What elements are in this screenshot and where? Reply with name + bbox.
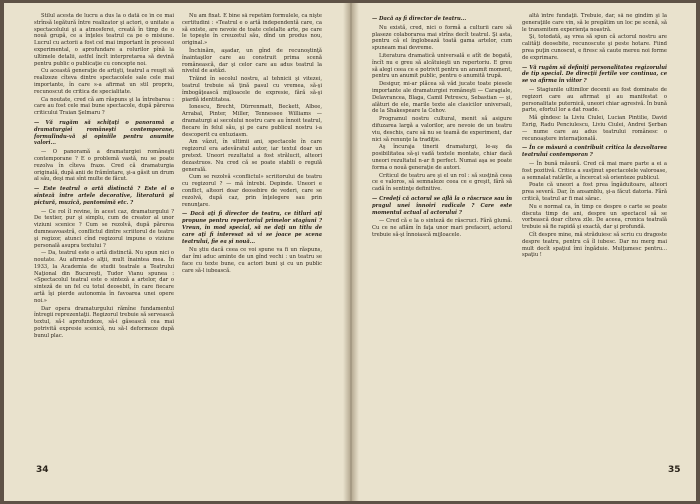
- left-page-column-2: [182, 13, 322, 461]
- book-gutter: [343, 3, 359, 501]
- paragraph: Nu am fixat. E bine să repetăm formulele, ca nişte certitudini : «Teatrul e o artă independentă care, ca să existe, are nevoie de toate celelalte arte, pe care le topeşte în creuzetul său, dînd un produs nou, original.»: [182, 13, 322, 47]
- right-page-column-1: [372, 13, 512, 461]
- paragraph: Cît despre mine, mă străduiesc să scriu cu dragoste despre teatru, pentru că îl iubesc. Dar nu merg mai mult decît spaţiul îmi îngăduie. Mulţumesc pentru... spaţiu !: [522, 231, 667, 259]
- paragraph: Ca noutate, cred că am răspuns şi la întrebarea : care au fost cele mai bune spectacole, după părerea criticului Traian Şelmaru ?: [34, 96, 174, 117]
- interview-question: — Dacă aţi fi director de teatru, ce titluri aţi propune pentru repertoriul primelor stagiuni ? Vreun, în mod special, să ne daţi un titlu de care aţi fi interesat să vi se joace pe scena teatrului, fie ea şi nouă...: [182, 211, 322, 245]
- paragraph: Nu ştiu dacă ceea ce voi spune va fi un răspuns, dar îmi aduc aminte de un gînd vechi : un teatru se face cu texte bune, cu actori buni şi cu un public care să-l iubească.: [182, 247, 322, 274]
- interview-question: — Vă rugăm să schiţaţi o panoramă a dramaturgiei româneşti contemporane, formulîndu-vă şi opiniile pentru anumite valori...: [34, 119, 174, 147]
- interview-question: — Vă rugăm să definiţi personalitatea regizorului de tip special. De direcţii fertile vor continua, ce se va afirma în viitor ?: [522, 64, 667, 85]
- paragraph: Mă gîndesc la Liviu Ciulei, Lucian Pintilie, David Esrig, Radu Penciulescu, Liviu Ciulei, Andrei Şerban — nume care au adus teatrului românesc o recunoaştere internaţională.: [522, 115, 667, 142]
- left-page: [4, 3, 350, 501]
- paragraph: Nu e normal ca, în timp ce despre o carte se poate discuta timp de ani, despre un spectacol să se vorbească doar cîteva zile. De aceea, cronica teatrală trebuie să fie rapidă şi exactă, dar şi profundă.: [522, 203, 667, 231]
- paragraph: Desigur, mi-ar plăcea să văd jucate toate piesele importante ale dramaturgiei româneşti — Caragiale, Delavrancea, Blaga, Camil Petrescu, Sebastian — şi, alături de ele, marile texte ale clasicilor universali, de la Shakespeare la Cehov.: [372, 81, 512, 115]
- right-page: [350, 3, 696, 501]
- paragraph: — Cred că e la o sinteză de răscruci. Fără glumă. Cu ce ne aflăm în faţa unor mari prefaceri, actorul trebuie să-şi înnoiască mijloacele.: [372, 218, 512, 238]
- paragraph: Ionescu, Brecht, Dürrenmatt, Beckett, Albee, Arrabal, Pinter, Miller, Tennessee Williams — dramaturgi ai secolului nostru care au înnoit teatrul, fiecare în felul său, şi pe care publicul nostru i-a descoperit cu entuziasm.: [182, 104, 322, 138]
- interview-question: — Este teatrul o artă distinctă ? Este el o sinteză între artele decorative, literatură şi pictură, muzică, pantomimă etc. ?: [34, 186, 174, 206]
- paragraph: Programul nostru cultural, menit să asigure difuzarea largă a valorilor, are nevoie de un teatru viu, deschis, care să nu se teamă de experiment, dar nici să renunţe la tradiţie.: [372, 116, 512, 143]
- page-number-right: 35: [668, 465, 681, 475]
- paragraph: — O panoramă a dramaturgiei româneşti contemporane ? E o problemă vastă, nu se poate rezolva în cîteva fraze. Cred că dramaturgia originală, după anii de frămîntare, şi-a găsit un drum al său, deşi mai sînt multe de făcut.: [34, 149, 174, 183]
- book-spread: [4, 3, 696, 501]
- paragraph: Şi, totodată, aş vrea să spun că actorul nostru are calităţi deosebite, recunoscute şi peste hotare. Fiind prea puţin cunoscut, e firesc să caute mereu noi forme de exprimare.: [522, 34, 667, 61]
- interview-question: — În ce măsură a contribuit critica la dezvoltarea teatrului contemporan ?: [522, 145, 667, 159]
- paragraph: Poate că uneori a fost prea îngăduitoare, alteori prea severă. Dar, în ansamblu, şi-a făcut datoria. Fără critică, teatrul ar fi mai sărac.: [522, 182, 667, 202]
- paragraph: Dar opera dramaturgului rămîne fundamentul întregii reprezentaţii. Regizorul trebuie să servească textul, să-l aprofundeze, să-i găsească cea mai potrivită expresie scenică, nu să-l deformeze după bunul plac.: [34, 305, 174, 339]
- paragraph: Stilul acesta de lucru a dus la o dată ce în ce mai strînsă legătură între realizator şi actori, o unitate a spectacolului şi a atmosferei, creată în timp de o nouă grupă, ce a înţeles teatrul ca pe o misiune. Lucrul cu actorii a fost cel mai important în procesul experimental, o aprofundare a rolurilor pînă la ultimele detalii, astfel încît interpretarea să devină pentru public o publicaţie cu concepte noi.: [34, 13, 174, 67]
- paragraph: Cu această generaţie de artişti, teatrul a reuşit să realizeze cîteva dintre spectacolele sale cele mai importante, în care s-a afirmat un stil propriu, recunoscut de critica de specialitate.: [34, 68, 174, 95]
- paragraph: altă între fundaţii. Trebuie, dar, să ne gîndim şi la generaţiile care vin, să le pregătim un loc pe scenă, să le transmitem experienţa noastră.: [522, 13, 667, 33]
- paragraph: Literatura dramatică universală e atît de bogată, încît nu e greu să alcătuieşti un repertoriu. E greu să alegi ceea ce e potrivit pentru un anumit moment, pentru un anumit public, pentru o anumită trupă.: [372, 52, 512, 80]
- paragraph: Cum se rezolvă «conflictul» scriitorului de teatru cu regizorul ? — mă întrebi. Depinde. Uneori e conflict, alteori doar deosebire de vederi, care se rezolvă, după caz, prin înţelegere sau prin renunţare.: [182, 174, 322, 208]
- right-page-column-2: [522, 13, 667, 461]
- left-page-column-1: [34, 13, 174, 461]
- paragraph: Nu există, cred, nici o formă a culturii care să plaseze colaborarea mai strîns decît teatrul. Şi asta, pentru că el înglobează toată gama artelor, cum spuneam mai devreme.: [372, 24, 512, 52]
- interview-question: — Dacă aş fi director de teatru...: [372, 16, 467, 22]
- interview-question: — Credeţi că actorul se află la o răscruce sau în pragul unei înnoiri radicale ? Care este momentul actual al actorului ?: [372, 195, 512, 216]
- paragraph: — În bună măsură. Cred că mai mare parte a ei a fost pozitivă. Critica a susţinut spectacolele valoroase, a semnalat ratările, a încercat să orienteze publicul.: [522, 160, 667, 181]
- paragraph: Trăind în secolul nostru, al tehnicii şi vitezei, teatrul trebuie să ţină pasul cu vremea, să-şi îmbogăţească mijloacele de expresie, fără să-şi piardă identitatea.: [182, 76, 322, 103]
- paragraph: — Ce rol îl revine, în acest caz, dramaturgului ? De textier, pur şi simplu, cum de creator al unor viziuni scenice ? Cum se rezolvă, după părerea dumneavoastră, conflictul dintre scriitorul de teatru şi regizor, atunci cînd regizorul impune o viziune personală asupra textului ?: [34, 208, 174, 249]
- paragraph: Am văzut, în ultimii ani, spectacole în care regizorul era adevăratul autor, iar textul doar un pretext. Uneori rezultatul a fost strălucit, alteori dezastruos. Nu cred că se poate stabili o regulă generală.: [182, 139, 322, 173]
- paragraph: — Stagiunile ultimilor decenii au fost dominate de regizori care au afirmat şi au manifestat o personalitate puternică, uneori chiar agresivă. În bună parte, efortul lor a dat roade.: [522, 86, 667, 114]
- paragraph: — Da, teatrul este o artă distinctă. Nu spun nici o noutate. Au afirmat-o alţii, mult înaintea mea. În 1933, la Academia de studii teatrale a Teatrului Naţional din Bucureşti, Tudor Vianu spunea : «Spectacolul teatral este o sinteză a artelor, dar o sinteză de un fel cu totul deosebit, în care fiecare artă îşi pierde autonomia în favoarea unei opere noi.»: [34, 250, 174, 304]
- paragraph: Aş încuraja tinerii dramaturgi, le-aş da posibilitatea să-şi vadă textele montate, chiar dacă uneori rezultatul n-ar fi perfect. Numai aşa se poate forma o nouă generaţie de autori.: [372, 144, 512, 171]
- page-number-left: 34: [36, 465, 49, 475]
- paragraph: Criticul de teatru are şi el un rol : să susţină ceea ce e valoros, să semnaleze ceea ce e greşit, fără să cadă în sentinţe definitive.: [372, 172, 512, 193]
- paragraph: Închinăm, aşadar, un gînd de recunoştinţă înaintaşilor care au construit prima scenă românească, dar şi celor care au adus teatrul la nivelul de astăzi.: [182, 47, 322, 75]
